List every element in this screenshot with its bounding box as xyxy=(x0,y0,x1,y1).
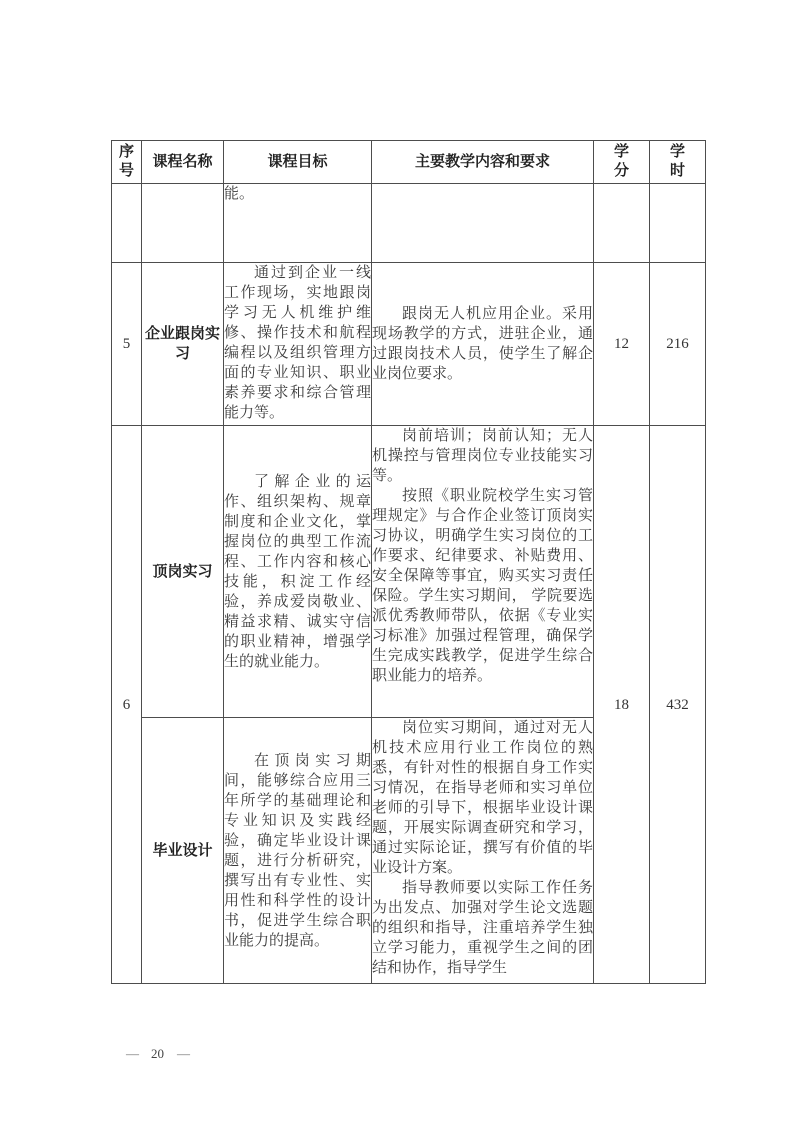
course-table xyxy=(111,140,706,984)
header-credits-label: 学分 xyxy=(613,144,629,179)
continuation-hours-cell xyxy=(650,184,706,263)
row6a-course-name: 顶岗实习 xyxy=(142,426,224,718)
table-row-continuation xyxy=(112,184,706,263)
row6a-objective-text: 了解企业的运作、组织架构、规章制度和企业文化，掌握岗位的典型工作流程、工作内容和核心技能，积淀工作经验，养成爱岗敬业、精益求精、诚实守信的职业精神，增强学生的就业能力。 xyxy=(224,473,371,670)
row6b-objective-cell xyxy=(224,718,372,984)
row5-content-cell xyxy=(372,263,594,426)
page-number-dash-left: — xyxy=(126,1046,138,1061)
row5-content-text: 跟岗无人机应用企业。采用现场教学的方式，进驻企业，通过跟岗技术人员，使学生了解企业岗位要求。 xyxy=(372,306,593,382)
table-header-row xyxy=(112,141,706,184)
row6b-course-name: 毕业设计 xyxy=(142,718,224,984)
header-credits xyxy=(594,141,650,184)
row6-index: 6 xyxy=(112,426,142,984)
table-row-6a xyxy=(112,426,706,718)
row5-objective-cell xyxy=(224,263,372,426)
row5-objective-text: 通过到企业一线工作现场，实地跟岗学习无人机维护维修、操作技术和航程编程以及组织管理方面的专业知识、职业素养要求和综合管理能力等。 xyxy=(224,265,371,421)
header-hours-label: 学时 xyxy=(669,144,685,179)
continuation-objective-cell xyxy=(224,184,372,263)
row6a-content-cell xyxy=(372,426,594,718)
continuation-credits-cell xyxy=(594,184,650,263)
row6-credits: 18 xyxy=(594,426,650,984)
continuation-content-cell xyxy=(372,184,594,263)
table-row-5 xyxy=(112,263,706,426)
row6b-content-paragraph-1: 岗位实习期间，通过对无人机技术应用行业工作岗位的熟悉，有针对性的根据自身工作实习情况，在指导老师和实习单位老师的引导下，根据毕业设计课题，开展实际调查研究和学习，通过实际论证，撰写有价值的毕业设计方案。 xyxy=(372,720,593,876)
row6a-content-paragraph-2: 按照《职业院校学生实习管理规定》与合作企业签订顶岗实习协议，明确学生实习岗位的工作要求、纪律要求、补贴费用、安全保障等事宜，购买实习责任保险。学生实习期间， 学院要选派优秀教师带队，依据《专业实习标准》加强过程管理，确保学生完成实践教学，促进学生综合职业能力的培养。 xyxy=(372,488,593,684)
page-number xyxy=(126,1046,189,1062)
header-content xyxy=(372,141,594,184)
page-number-value: 20 xyxy=(151,1046,164,1061)
page-number-dash-right: — xyxy=(177,1046,189,1061)
continuation-index-cell xyxy=(112,184,142,263)
continuation-name-cell xyxy=(142,184,224,263)
row5-index: 5 xyxy=(112,263,142,426)
header-objectives-label: 课程目标 xyxy=(267,153,328,170)
header-hours xyxy=(650,141,706,184)
header-course-name xyxy=(142,141,224,184)
header-content-label: 主要教学内容和要求 xyxy=(414,153,550,170)
continuation-objective-text: 能。 xyxy=(224,186,255,202)
row6b-objective-text: 在顶岗实习期间，能够综合应用三年所学的基础理论和专业知识及实践经验，确定毕业设计课题，进行分析研究，撰写出有专业性、实用性和科学性的设计书，促进学生综合职业能力的提高。 xyxy=(224,752,371,949)
row5-course-name: 企业跟岗实习 xyxy=(142,263,224,426)
row5-credits: 12 xyxy=(594,263,650,426)
row5-hours: 216 xyxy=(650,263,706,426)
row6b-content-cell xyxy=(372,718,594,984)
header-index xyxy=(112,141,142,184)
row6a-objective-cell xyxy=(224,426,372,718)
row6b-content-paragraph-2: 指导教师要以实际工作任务为出发点、加强对学生论文选题的组织和指导，注重培养学生独立学习能力，重视学生之间的团结和协作，指导学生 xyxy=(372,880,593,976)
row6-hours: 432 xyxy=(650,426,706,984)
header-course-name-label: 课程名称 xyxy=(152,153,213,170)
header-index-label: 序号 xyxy=(118,144,134,179)
row6a-content-paragraph-1: 岗前培训；岗前认知；无人机操控与管理岗位专业技能实习等。 xyxy=(372,428,593,484)
header-objectives xyxy=(224,141,372,184)
